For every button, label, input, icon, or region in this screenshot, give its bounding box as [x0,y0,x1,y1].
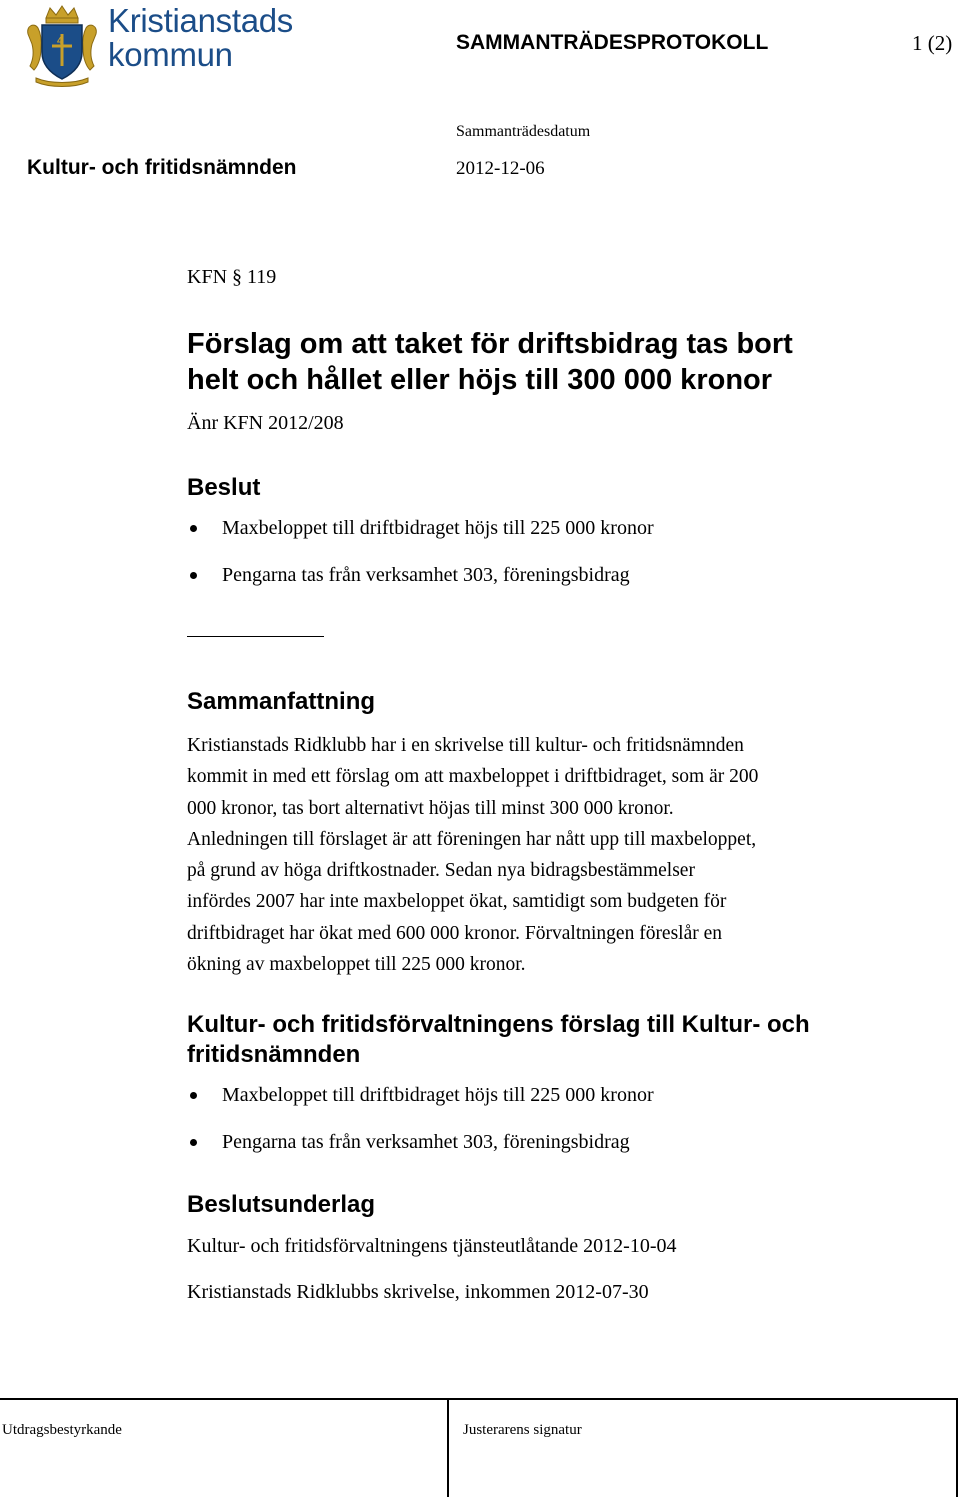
forslag-heading-line1: Kultur- och fritidsförvaltningens förslag till Kultur- och [187,1011,810,1038]
list-item-text: Pengarna tas från verksamhet 303, föreningsbidrag [222,564,630,586]
org-name-line1: Kristianstads [108,2,294,39]
summary-line: ökning av maxbeloppet till 225 000 kronor. [187,954,526,976]
case-number: Änr KFN 2012/208 [187,412,344,434]
footer-rule [0,1398,958,1400]
list-item-text: Maxbeloppet till driftbidraget höjs till 225 000 kronor [222,1084,654,1106]
document-title: SAMMANTRÄDESPROTOKOLL [456,31,769,54]
meeting-date: 2012-12-06 [456,158,545,179]
summary-line: Kristianstads Ridklubb har i en skrivelse till kultur- och fritidsnämnden [187,735,744,756]
summary-line: på grund av höga driftkostnader. Sedan nya bidragsbestämmelser [187,860,695,882]
bullet-icon [190,525,197,532]
summary-line: kommit in med ett förslag om att maxbeloppet i driftbidraget, som är 200 [187,766,759,788]
section-heading-forslag [187,1010,867,1070]
adjuster-signature-label: Justerarens signatur [463,1422,582,1438]
bullet-icon [190,1092,197,1099]
committee-name: Kultur- och fritidsnämnden [27,156,297,179]
bullet-icon [190,572,197,579]
forslag-heading-line2: fritidsnämnden [187,1041,361,1068]
underlag-item: Kultur- och fritidsförvaltningens tjänsteutlåtande 2012-10-04 [187,1235,677,1257]
section-heading-sammanfattning: Sammanfattning [187,688,376,715]
summary-line: infördes 2007 har inte maxbeloppet ökat, samtidigt som budgeten för [187,891,727,913]
case-title-line1: Förslag om att taket för driftsbidrag tas bort [187,328,793,360]
list-item-text: Maxbeloppet till driftbidraget höjs till 225 000 kronor [222,517,654,539]
org-name-line2: kommun [108,36,233,73]
forslag-list [187,1083,867,1177]
meeting-date-label: Sammanträdesdatum [456,123,591,140]
bullet-icon [190,1139,197,1146]
underlag-item: Kristianstads Ridklubbs skrivelse, inkommen 2012-07-30 [187,1281,649,1303]
footer-divider [956,1399,958,1497]
section-heading-beslut: Beslut [187,474,261,501]
footer-divider [447,1399,449,1497]
summary-line: 000 kronor, tas bort alternativt höjas till minst 300 000 kronor. [187,797,674,819]
summary-line: driftbidraget har ökat med 600 000 kronor. Förvaltningen föreslår en [187,922,723,944]
separator-line [187,636,324,637]
case-title-line2: helt och hållet eller höjs till 300 000 kronor [187,364,773,396]
summary-line: Anledningen till förslaget är att föreningen har nått upp till maxbeloppet, [187,828,757,850]
list-item [187,563,867,610]
list-item [187,1083,867,1130]
summary-paragraph [187,730,877,980]
list-item-text: Pengarna tas från verksamhet 303, föreningsbidrag [222,1131,630,1153]
case-title [187,326,867,398]
list-item [187,516,867,563]
extract-certification-label: Utdragsbestyrkande [2,1422,122,1438]
list-item [187,1130,867,1177]
coat-of-arms-icon [22,4,102,88]
svg-text:4: 4 [57,36,63,47]
section-heading-beslutsunderlag: Beslutsunderlag [187,1191,376,1218]
page-number: 1 (2) [912,31,953,55]
paragraph-reference: KFN § 119 [187,266,277,288]
beslut-list [187,516,867,610]
